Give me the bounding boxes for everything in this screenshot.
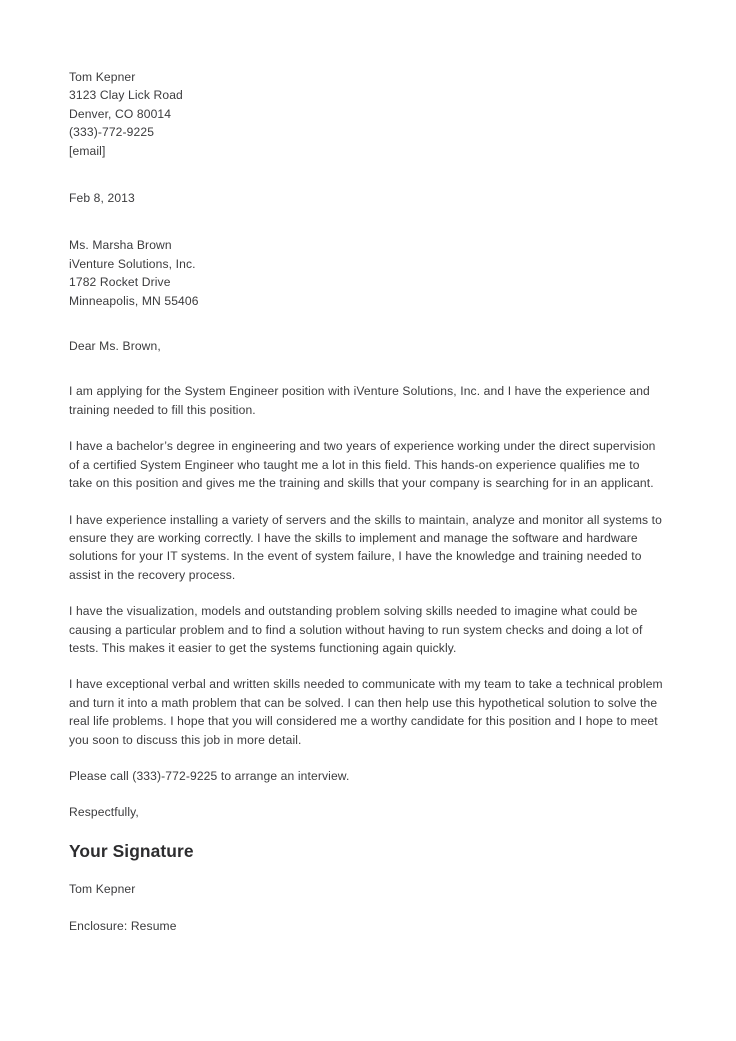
sender-address-block	[69, 68, 665, 160]
body-paragraph-1: I am applying for the System Engineer position with iVenture Solutions, Inc. and I have the experience and training needed to fill this position.	[69, 384, 650, 417]
recipient-street: 1782 Rocket Drive	[69, 275, 171, 290]
body-paragraph-2: I have a bachelor’s degree in engineering and two years of experience working under the direct supervision of a certified System Engineer who taught me a lot in this field. This hands-on experience qualifies me to take on this position and gives me the training and skills that your company is searching for in an applicant.	[69, 439, 656, 491]
body-paragraph-4: I have the visualization, models and outstanding problem solving skills needed to imagine what could be causing a particular problem and to find a solution without having to run system checks and doing a lot of tests. This makes it easier to get the systems functioning again quickly.	[69, 604, 643, 655]
enclosure-line: Enclosure: Resume	[69, 919, 177, 934]
body-paragraph-3: I have experience installing a variety of servers and the skills to maintain, analyze and monitor all systems to ensure they are working correctly. I have the skills to implement and manage the software and hardware solutions for your IT systems. In the event of system failure, I have the knowledge and training needed to assist in the recovery process.	[69, 512, 662, 582]
body-paragraph-5: I have exceptional verbal and written skills needed to communicate with my team to take a technical problem and turn it into a math problem that can be solved. I can then help use this hypothetical solution to solve the real life problems. I hope that you will considered me a worthy candidate for this position and I hope to meet you soon to discuss this job in more detail.	[69, 677, 663, 747]
sender-name: Tom Kepner	[69, 70, 136, 84]
closing-line: Respectfully,	[69, 805, 139, 820]
recipient-name: Ms. Marsha Brown	[69, 238, 172, 253]
call-to-action-line: Please call (333)-772-9225 to arrange an interview.	[69, 768, 350, 783]
letter-date: Feb 8, 2013	[69, 191, 135, 206]
sender-street: 3123 Clay Lick Road	[69, 88, 183, 103]
salutation: Dear Ms. Brown,	[69, 339, 161, 354]
signer-name: Tom Kepner	[69, 881, 136, 896]
sender-city-state-zip: Denver, CO 80014	[69, 106, 172, 121]
recipient-address-block	[69, 236, 665, 310]
recipient-company: iVenture Solutions, Inc.	[69, 256, 196, 271]
sender-phone: (333)-772-9225	[69, 125, 155, 140]
signature-heading: Your Signature	[69, 840, 194, 861]
letter-body	[69, 68, 665, 936]
recipient-city-state-zip: Minneapolis, MN 55406	[69, 293, 199, 308]
sender-email: [email]	[69, 143, 106, 158]
